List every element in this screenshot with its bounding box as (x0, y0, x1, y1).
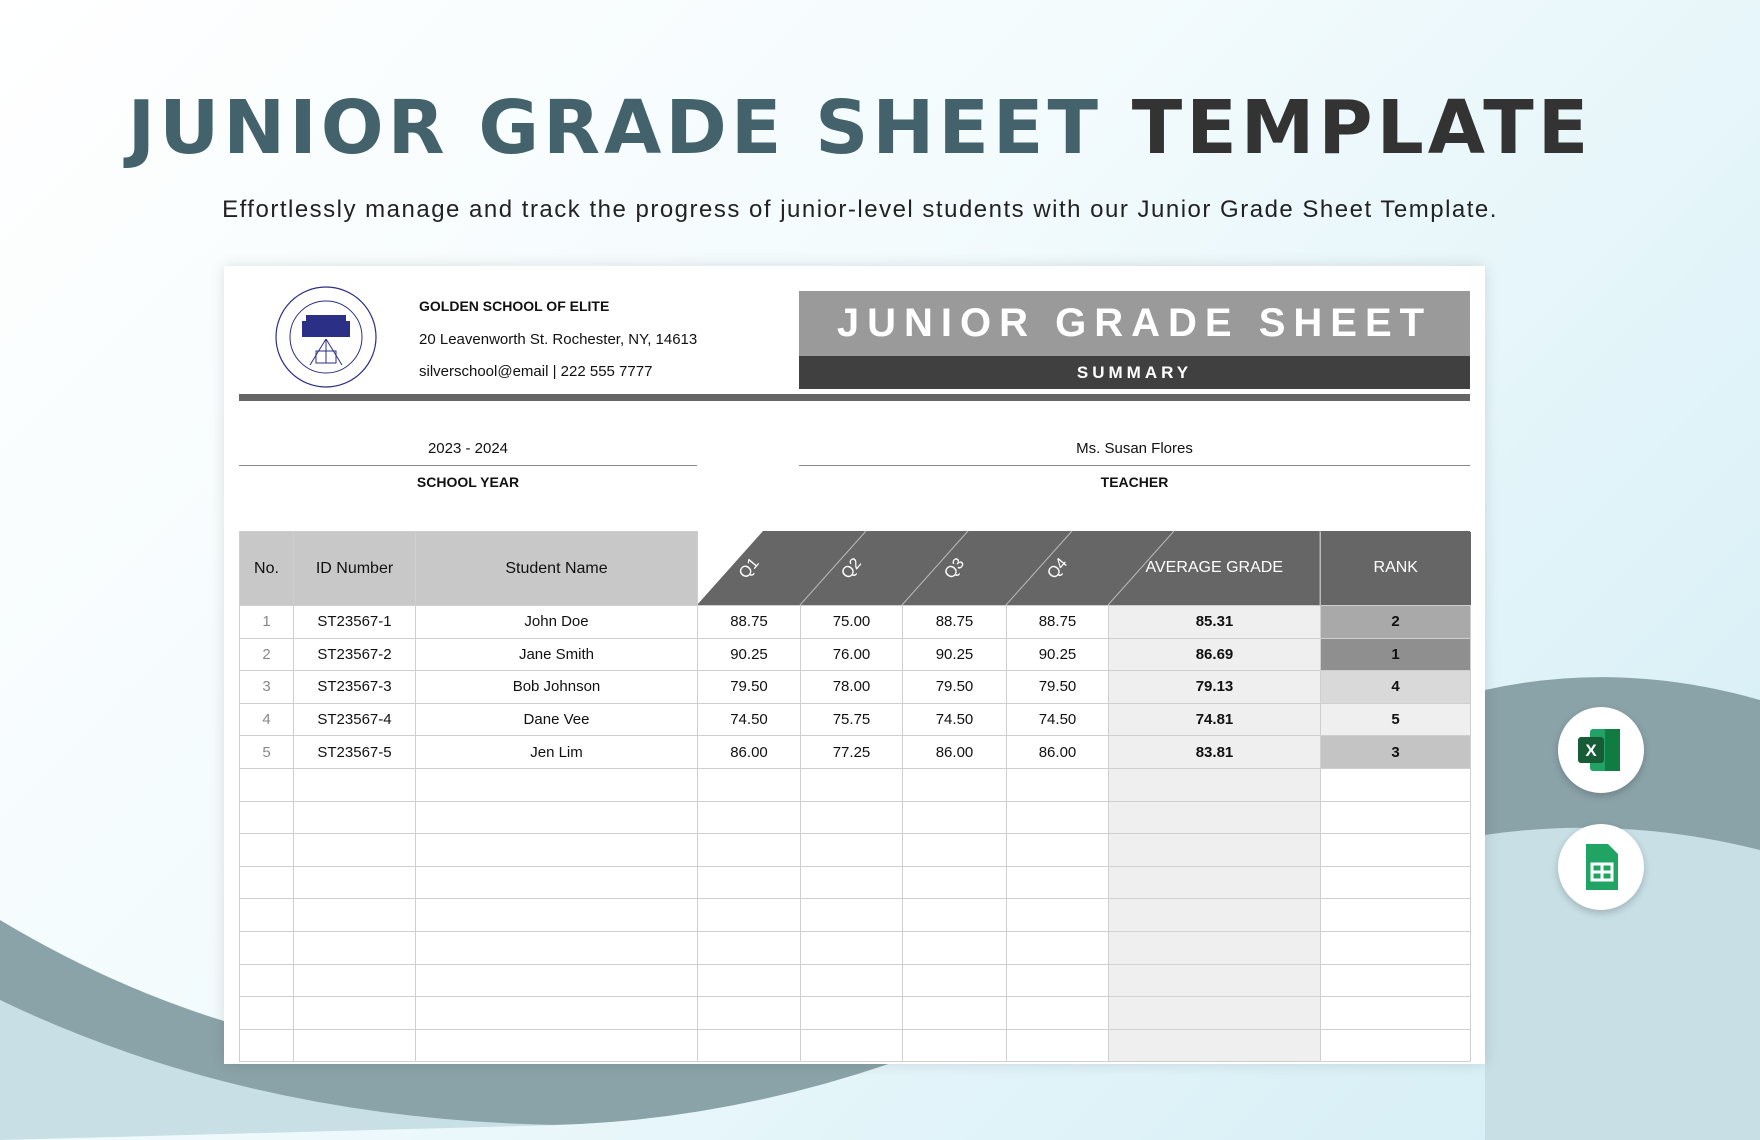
grades-table (239, 531, 1471, 1062)
empty-cell[interactable] (294, 899, 416, 932)
table-row (240, 671, 1471, 704)
cell-q3[interactable]: 79.50 (903, 671, 1007, 704)
header-q1: Q1 (735, 554, 762, 582)
cell-no[interactable]: 1 (240, 606, 294, 639)
sheet-title-box (799, 291, 1470, 389)
empty-cell[interactable] (698, 964, 801, 997)
empty-cell[interactable] (1109, 866, 1321, 899)
title-dark: TEMPLATE (1131, 85, 1593, 171)
cell-q2[interactable]: 75.75 (801, 703, 903, 736)
cell-no[interactable]: 3 (240, 671, 294, 704)
cell-q1[interactable]: 88.75 (698, 606, 801, 639)
empty-cell[interactable] (1109, 1029, 1321, 1062)
cell-q2[interactable]: 75.00 (801, 606, 903, 639)
empty-cell[interactable] (416, 964, 698, 997)
teacher-value[interactable]: Ms. Susan Flores (1076, 440, 1193, 457)
cell-q4[interactable]: 74.50 (1007, 703, 1109, 736)
empty-row (240, 801, 1471, 834)
school-name: GOLDEN SCHOOL OF ELITE (419, 298, 610, 314)
school-logo-icon (274, 285, 378, 389)
empty-cell[interactable] (1321, 768, 1471, 801)
empty-cell[interactable] (240, 834, 294, 867)
empty-cell[interactable] (294, 997, 416, 1030)
empty-cell[interactable] (416, 768, 698, 801)
empty-cell[interactable] (294, 801, 416, 834)
empty-cell[interactable] (903, 1029, 1007, 1062)
header-rank: RANK (1321, 532, 1471, 606)
empty-cell[interactable] (903, 834, 1007, 867)
empty-cell[interactable] (698, 866, 801, 899)
empty-cell[interactable] (240, 997, 294, 1030)
empty-cell[interactable] (903, 801, 1007, 834)
empty-cell[interactable] (1109, 931, 1321, 964)
google-sheets-icon (1558, 824, 1644, 910)
empty-cell[interactable] (240, 931, 294, 964)
title-colored: JUNIOR GRADE SHEET (127, 85, 1102, 171)
empty-cell[interactable] (1109, 768, 1321, 801)
empty-cell[interactable] (416, 866, 698, 899)
cell-q2[interactable]: 78.00 (801, 671, 903, 704)
empty-cell[interactable] (903, 866, 1007, 899)
school-year-value[interactable]: 2023 - 2024 (427, 440, 509, 457)
header-student-name: Student Name (416, 532, 698, 606)
cell-q4[interactable]: 86.00 (1007, 736, 1109, 769)
cell-q3[interactable]: 88.75 (903, 606, 1007, 639)
cell-no[interactable]: 4 (240, 703, 294, 736)
cell-q3[interactable]: 90.25 (903, 638, 1007, 671)
cell-id-number[interactable]: ST23567-2 (294, 638, 416, 671)
empty-cell[interactable] (240, 1029, 294, 1062)
sheet-subtitle: SUMMARY (799, 356, 1470, 389)
empty-cell[interactable] (903, 768, 1007, 801)
cell-average-grade[interactable]: 79.13 (1109, 671, 1321, 704)
empty-cell[interactable] (801, 768, 903, 801)
cell-rank[interactable]: 3 (1321, 736, 1471, 769)
table-row (240, 703, 1471, 736)
empty-row (240, 964, 1471, 997)
cell-q1[interactable]: 90.25 (698, 638, 801, 671)
empty-cell[interactable] (698, 801, 801, 834)
cell-rank[interactable]: 4 (1321, 671, 1471, 704)
school-year-label: SCHOOL YEAR (416, 474, 520, 490)
cell-q2[interactable]: 77.25 (801, 736, 903, 769)
page-title (0, 85, 1720, 171)
school-year-line (239, 465, 697, 466)
empty-cell[interactable] (801, 801, 903, 834)
empty-cell[interactable] (1109, 964, 1321, 997)
empty-cell[interactable] (240, 801, 294, 834)
empty-cell[interactable] (1109, 801, 1321, 834)
empty-cell[interactable] (903, 964, 1007, 997)
table-row (240, 638, 1471, 671)
empty-row (240, 768, 1471, 801)
empty-cell[interactable] (1007, 801, 1109, 834)
empty-cell[interactable] (416, 997, 698, 1030)
header-q4: Q4 (1043, 554, 1071, 582)
cell-student-name[interactable]: Bob Johnson (416, 671, 698, 704)
cell-q1[interactable]: 86.00 (698, 736, 801, 769)
empty-cell[interactable] (698, 1029, 801, 1062)
empty-cell[interactable] (801, 964, 903, 997)
empty-cell[interactable] (1321, 899, 1471, 932)
empty-cell[interactable] (240, 964, 294, 997)
cell-rank[interactable]: 5 (1321, 703, 1471, 736)
empty-cell[interactable] (1321, 834, 1471, 867)
cell-average-grade[interactable]: 74.81 (1109, 703, 1321, 736)
empty-cell[interactable] (903, 931, 1007, 964)
cell-rank[interactable]: 1 (1321, 638, 1471, 671)
empty-cell[interactable] (1109, 899, 1321, 932)
empty-cell[interactable] (1007, 899, 1109, 932)
cell-q1[interactable]: 79.50 (698, 671, 801, 704)
empty-cell[interactable] (801, 931, 903, 964)
empty-cell[interactable] (1321, 1029, 1471, 1062)
empty-cell[interactable] (1007, 866, 1109, 899)
cell-rank[interactable]: 2 (1321, 606, 1471, 639)
school-address: 20 Leavenworth St. Rochester, NY, 14613 (419, 331, 698, 348)
empty-row (240, 1029, 1471, 1062)
teacher-line (799, 465, 1470, 466)
empty-cell[interactable] (1321, 931, 1471, 964)
empty-cell[interactable] (416, 1029, 698, 1062)
cell-student-name[interactable]: John Doe (416, 606, 698, 639)
excel-icon (1558, 707, 1644, 793)
cell-id-number[interactable]: ST23567-4 (294, 703, 416, 736)
empty-row (240, 834, 1471, 867)
empty-cell[interactable] (294, 834, 416, 867)
empty-cell[interactable] (1321, 801, 1471, 834)
header-q2: Q2 (837, 554, 865, 582)
empty-row (240, 931, 1471, 964)
empty-cell[interactable] (416, 931, 698, 964)
empty-cell[interactable] (294, 768, 416, 801)
empty-cell[interactable] (801, 1029, 903, 1062)
empty-cell[interactable] (1109, 834, 1321, 867)
empty-cell[interactable] (1109, 997, 1321, 1030)
empty-cell[interactable] (1007, 931, 1109, 964)
empty-cell[interactable] (1321, 866, 1471, 899)
header-id-number: ID Number (294, 532, 416, 606)
empty-cell[interactable] (698, 899, 801, 932)
empty-cell[interactable] (240, 899, 294, 932)
empty-cell[interactable] (801, 899, 903, 932)
teacher-label: TEACHER (1100, 474, 1169, 490)
cell-id-number[interactable]: ST23567-1 (294, 606, 416, 639)
empty-cell[interactable] (801, 997, 903, 1030)
excel-button[interactable] (1558, 707, 1644, 793)
cell-id-number[interactable]: ST23567-3 (294, 671, 416, 704)
header-rule (239, 394, 1470, 401)
empty-cell[interactable] (416, 834, 698, 867)
empty-cell[interactable] (416, 801, 698, 834)
cell-q2[interactable]: 76.00 (801, 638, 903, 671)
empty-cell[interactable] (1007, 1029, 1109, 1062)
cell-average-grade[interactable]: 85.31 (1109, 606, 1321, 639)
empty-cell[interactable] (1007, 768, 1109, 801)
cell-student-name[interactable]: Jane Smith (416, 638, 698, 671)
cell-no[interactable]: 5 (240, 736, 294, 769)
school-contact: silverschool@email | 222 555 7777 (419, 363, 653, 380)
header-q3: Q3 (940, 554, 968, 582)
cell-id-number[interactable]: ST23567-5 (294, 736, 416, 769)
cell-q3[interactable]: 86.00 (903, 736, 1007, 769)
cell-q4[interactable]: 79.50 (1007, 671, 1109, 704)
empty-cell[interactable] (698, 997, 801, 1030)
cell-student-name[interactable]: Dane Vee (416, 703, 698, 736)
empty-cell[interactable] (294, 866, 416, 899)
empty-cell[interactable] (240, 866, 294, 899)
empty-row (240, 899, 1471, 932)
empty-cell[interactable] (698, 834, 801, 867)
empty-cell[interactable] (294, 931, 416, 964)
empty-cell[interactable] (1007, 834, 1109, 867)
empty-cell[interactable] (1321, 997, 1471, 1030)
cell-q3[interactable]: 74.50 (903, 703, 1007, 736)
empty-cell[interactable] (240, 768, 294, 801)
header-average-grade: AVERAGE GRADE (1145, 559, 1283, 577)
empty-cell[interactable] (416, 899, 698, 932)
empty-row (240, 997, 1471, 1030)
cell-no[interactable]: 2 (240, 638, 294, 671)
svg-text:X: X (1585, 741, 1597, 760)
cell-average-grade[interactable]: 83.81 (1109, 736, 1321, 769)
google-sheets-button[interactable] (1558, 824, 1644, 910)
empty-cell[interactable] (1321, 964, 1471, 997)
empty-row (240, 866, 1471, 899)
cell-q4[interactable]: 90.25 (1007, 638, 1109, 671)
table-row (240, 736, 1471, 769)
cell-average-grade[interactable]: 86.69 (1109, 638, 1321, 671)
cell-q4[interactable]: 88.75 (1007, 606, 1109, 639)
empty-cell[interactable] (801, 866, 903, 899)
empty-cell[interactable] (903, 997, 1007, 1030)
empty-cell[interactable] (1007, 997, 1109, 1030)
empty-cell[interactable] (698, 768, 801, 801)
sheet-title: JUNIOR GRADE SHEET (799, 291, 1470, 356)
empty-cell[interactable] (903, 899, 1007, 932)
empty-cell[interactable] (294, 1029, 416, 1062)
cell-q1[interactable]: 74.50 (698, 703, 801, 736)
page-subtitle: Effortlessly manage and track the progress of junior-level students with our Junior Grade Sheet Template. (222, 196, 1498, 223)
empty-cell[interactable] (698, 931, 801, 964)
cell-student-name[interactable]: Jen Lim (416, 736, 698, 769)
empty-cell[interactable] (294, 964, 416, 997)
header-no: No. (240, 532, 294, 606)
empty-cell[interactable] (1007, 964, 1109, 997)
empty-cell[interactable] (801, 834, 903, 867)
